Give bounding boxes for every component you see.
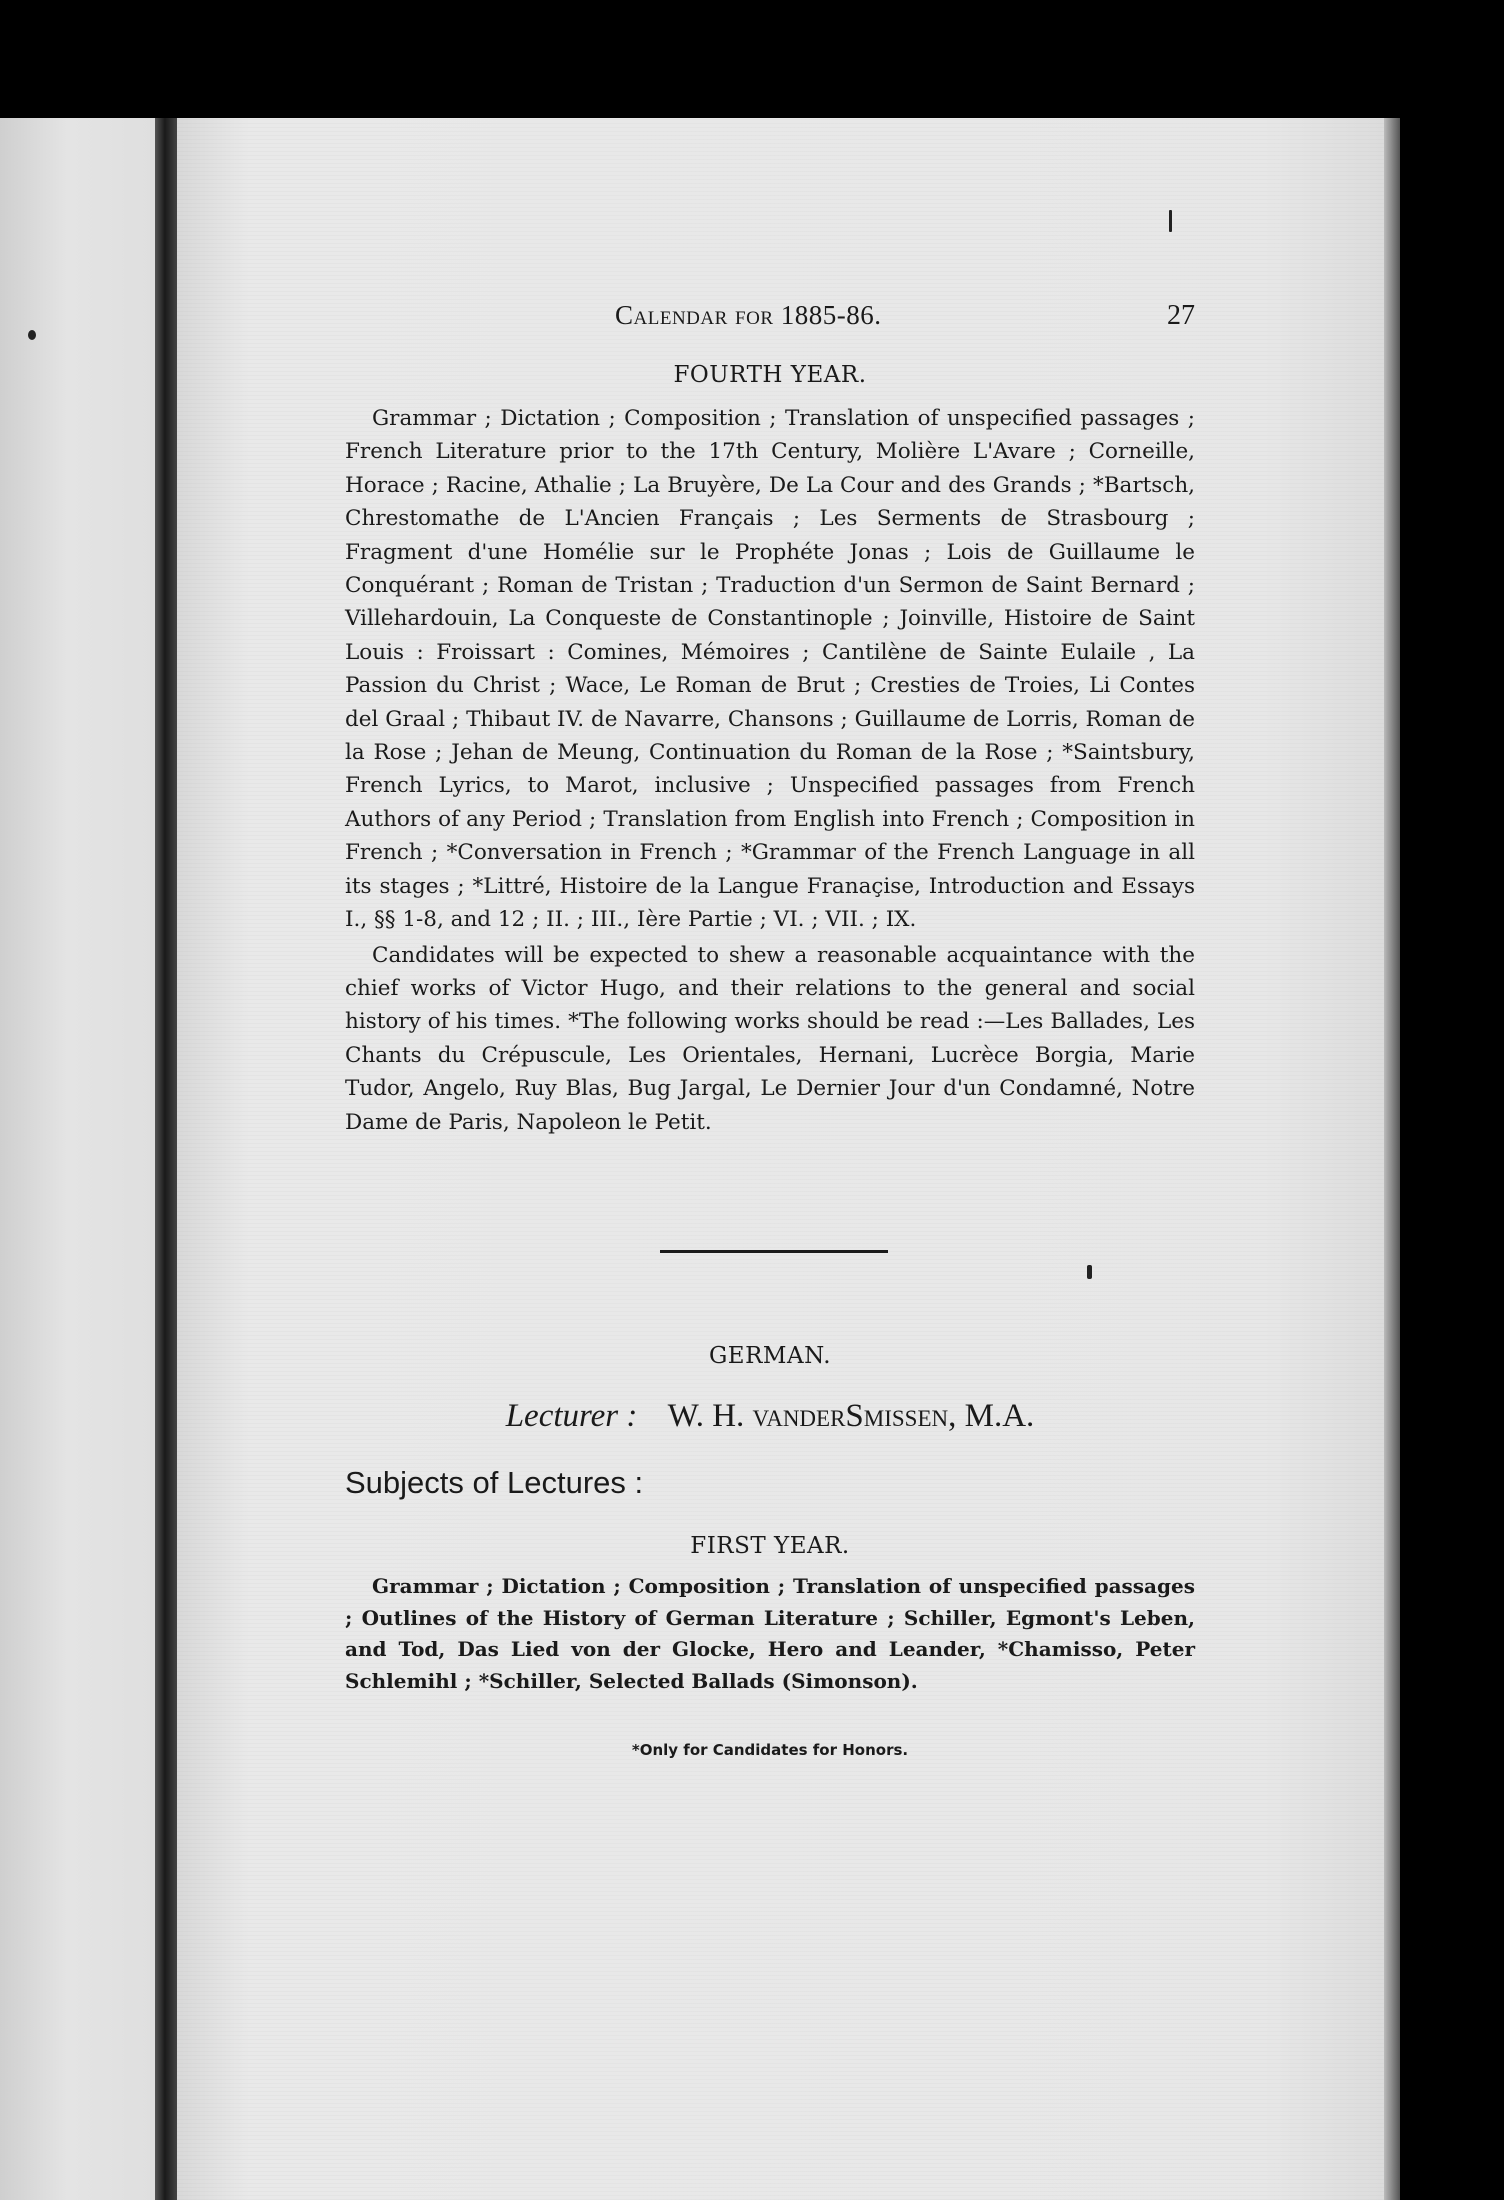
scan-speck xyxy=(1087,1265,1092,1279)
german-heading-block xyxy=(345,1343,1195,1369)
scan-speck xyxy=(28,330,36,340)
page-number: 27 xyxy=(1167,300,1195,331)
facing-page-edge xyxy=(0,118,168,2200)
running-head-title-prefix: Calendar for xyxy=(615,300,774,330)
german-first-year-section xyxy=(345,1533,1195,1697)
fourth-year-paragraph-2: Candidates will be expected to shew a reasonable acquaintance with the chief works of Victor Hugo, and their relations to the general and social history of his times. *The following works should be read :—Les Ballades, Les Chants du Crépuscule, Les Orientales, Hernani, Lucrèce Borgia, Marie Tudor, Angelo, Ruy Blas, Bug Jargal, Le Dernier Jour d'un Condamné, Notre Dame de Paris, Napoleon le Petit. xyxy=(345,942,1195,1135)
french-fourth-year-section xyxy=(345,362,1195,1139)
page-right-edge xyxy=(1384,118,1400,2200)
lecturer-name: W. H. vanderSmissen, M.A. xyxy=(667,1398,1035,1434)
lecturer-label: Lecturer : xyxy=(505,1398,638,1434)
fourth-year-paragraph-1: Grammar ; Dictation ; Composition ; Translation of unspecified passages ; French Literature prior to the 17th Century, Molière L'Avare ; Corneille, Horace ; Racine, Athalie ; La Bruyère, De La Cour and des Grands ; *Bartsch, Chrestomathe de L'Ancien Français ; Les Serments de Strasbourg ; Fragment d'une Homélie sur le Prophéte Jonas ; Lois de Guillaume le Conquérant ; Roman de Tristan ; Traduction d'un Sermon de Saint Bernard ; Villehardouin, La Conqueste de Constantinople ; Joinville, Histoire de Saint Louis : Froissart : Comines, Mémoires ; Cantilène de Sainte Eulaile , La Passion du Christ ; Wace, Le Roman de Brut ; Cresties de Troies, Li Contes del Graal ; Thibaut IV. de Navarre, Chansons ; Guillaume de Lorris, Roman de la Rose ; Jehan de Meung, Continuation du Roman de la Rose ; *Saintsbury, French Lyrics, to Marot, inclusive ; Unspecified passages from French Authors of any Period ; Translation from English into French ; Composition in French ; *Conversation in French ; *Grammar of the French Language in all its stages ; *Littré, Histoire de la Langue Franaçise, Introduction and Essays I., §§ 1-8, and 12 ; II. ; III., Ière Partie ; VI. ; VII. ; IX. xyxy=(345,406,1196,933)
first-year-paragraph: Grammar ; Dictation ; Composition ; Translation of unspecified passages ; Outlines of the History of German Literature ; Schiller, Egmont's Leben, and Tod, Das Lied von der Glocke, Hero and Leander, *Chamisso, Peter Schlemihl ; *Schiller, Selected Ballads (Simonson). xyxy=(345,1574,1195,1693)
lecturer-line xyxy=(345,1398,1195,1435)
running-head-title xyxy=(615,300,882,331)
footnote: *Only for Candidates for Honors. xyxy=(631,1741,909,1759)
section-heading-first-year: FIRST YEAR. xyxy=(690,1533,850,1559)
scan-speck xyxy=(1169,210,1172,232)
binding-gutter xyxy=(155,118,177,2200)
section-heading-fourth-year: FOURTH YEAR. xyxy=(673,362,867,388)
section-divider xyxy=(660,1250,888,1253)
section-heading-german: GERMAN. xyxy=(708,1343,832,1369)
running-head xyxy=(345,300,1195,340)
running-head-year: 1885-86. xyxy=(780,300,882,330)
subjects-of-lectures-label: Subjects of Lectures : xyxy=(345,1465,644,1500)
